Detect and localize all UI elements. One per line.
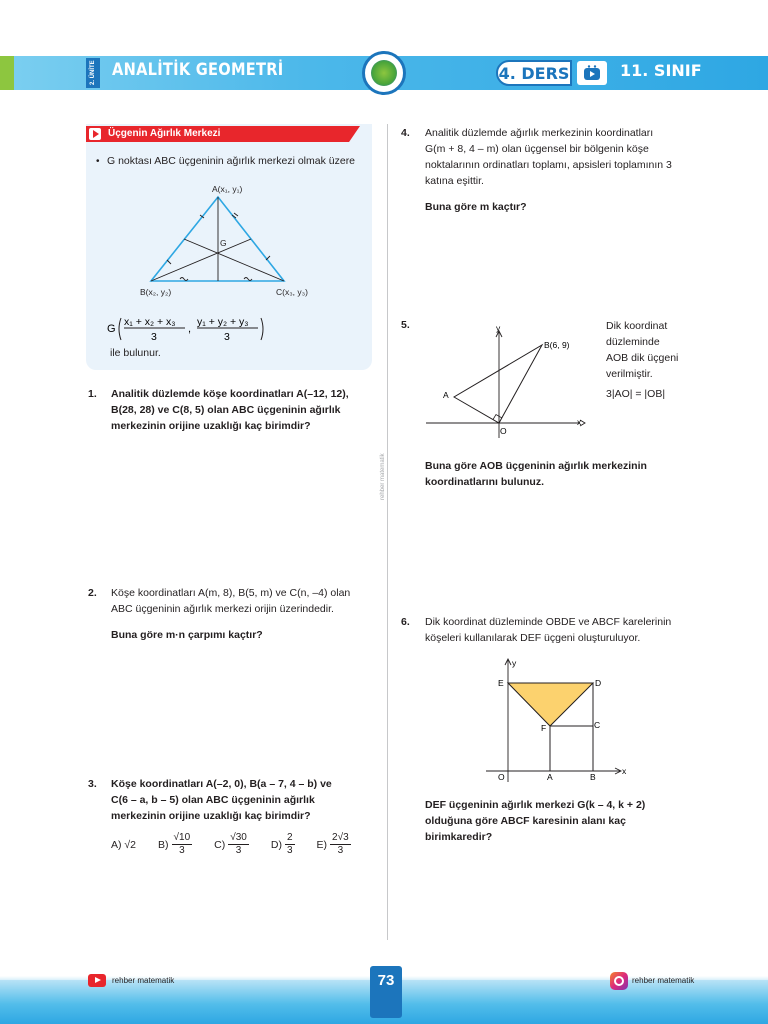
concept-title: Üçgenin Ağırlık Merkezi (108, 128, 221, 139)
choice-d[interactable]: D) $\frac{2}{3}$ (270, 832, 293, 856)
point-d-label: D (595, 678, 602, 688)
svg-text:G: G (107, 323, 116, 335)
page-title: ANALİTİK GEOMETRİ (112, 60, 284, 80)
youtube-icon[interactable] (88, 974, 106, 987)
choice-c[interactable]: C) $\frac{√30}{3}$ (214, 832, 247, 856)
q3-choices (111, 832, 373, 857)
lesson-badge: 4. DERS (496, 60, 572, 86)
vertex-c-label: C(x₃, y₃) (276, 287, 308, 297)
q5-figure (424, 318, 604, 442)
svg-text:x₁ + x₂ + x₃: x₁ + x₂ + x₃ (124, 316, 176, 328)
point-e-label: E (498, 678, 504, 688)
point-a-label: A (547, 772, 553, 782)
instagram-handle[interactable]: rehber matematik (632, 976, 695, 985)
choice-e[interactable]: E) $\frac{2√3}{3}$ (316, 832, 349, 856)
q2-text: Köşe koordinatları A(m, 8), B(5, m) ve C(n, –4) olan ABC üçgeninin ağırlık merkezi orijin üzerindedir. (111, 587, 351, 615)
x-axis-label: x (577, 417, 582, 427)
svg-text:3: 3 (151, 331, 157, 343)
watermark: rehber matematik (380, 453, 386, 500)
page-number: 73 (370, 966, 402, 1018)
q2-number: 2. (88, 587, 97, 599)
header-accent (0, 56, 14, 90)
bullet: • (96, 156, 100, 167)
point-b-label: B(6, 9) (544, 340, 570, 350)
q6-number: 6. (401, 616, 410, 628)
centroid-formula (107, 312, 277, 349)
instagram-icon[interactable] (610, 972, 628, 990)
x-axis-label: x (622, 766, 627, 776)
youtube-handle[interactable]: rehber matematik (112, 976, 175, 985)
y-axis-label: y (496, 323, 501, 333)
point-f-label: F (541, 723, 547, 733)
svg-text:,: , (188, 323, 192, 335)
q6-text: Dik koordinat düzleminde OBDE ve ABCF karelerinin köşeleri kullanılarak DEF üçgeni oluşturuluyor. (425, 616, 672, 644)
choice-b[interactable]: B) $\frac{√10}{3}$ (158, 832, 191, 856)
origin-label: O (498, 772, 505, 782)
q4-text: Analitik düzlemde ağırlık merkezinin koordinatları G(m + 8, 4 – m) olan üçgensel bir bölgenin köşe noktalarının ordinatları toplamı, apsisleri toplamının 3 katına eşittir. (425, 127, 672, 187)
column-divider (387, 124, 388, 940)
q2-ask: Buna göre m·n çarpımı kaçtır? (111, 629, 263, 641)
vertex-b-label: B(x₂, y₂) (140, 287, 172, 297)
q1-number: 1. (88, 388, 97, 400)
centroid-label: G (220, 238, 227, 248)
q4-ask: Buna göre m kaçtır? (425, 201, 527, 213)
point-a-label: A (443, 390, 449, 400)
q6-ask: DEF üçgeninin ağırlık merkezi G(k – 4, k + 2) olduğuna göre ABCF karesinin alanı kaç birimkaredir? (425, 799, 646, 843)
q5-number: 5. (401, 319, 410, 331)
vertex-a-label: A(x₁, y₁) (212, 184, 243, 194)
origin-label: O (500, 426, 507, 436)
unit-tab: 2. ÜNİTE (86, 58, 100, 88)
grade-label: 11. SINIF (620, 61, 702, 80)
q3-number: 3. (88, 778, 97, 790)
video-icon[interactable] (577, 61, 607, 85)
centroid-triangle-figure (130, 178, 330, 302)
concept-text: G noktası ABC üçgeninin ağırlık merkezi olmak üzere (107, 155, 356, 167)
point-c-label: C (594, 720, 601, 730)
svg-text:y₁ + y₂ + y₃: y₁ + y₂ + y₃ (197, 316, 249, 328)
y-axis-label: y (512, 658, 517, 668)
point-b-label: B (590, 772, 596, 782)
q5-side-text: Dik koordinat düzleminde AOB dik üçgeni verilmiştir. 3|AO| = |OB| (606, 320, 679, 400)
play-arrow-icon (89, 128, 101, 140)
q6-figure (486, 654, 636, 784)
q1-text: Analitik düzlemde köşe koordinatları A(–12, 12), B(28, 28) ve C(8, 5) olan ABC üçgeninin ağırlık merkezinin orijine uzaklığı kaç birimdir? (111, 388, 349, 432)
formula-end: ile bulunur. (110, 347, 161, 359)
q3-text: Köşe koordinatları A(–2, 0), B(a – 7, 4 – b) ve C(6 – a, b – 5) olan ABC üçgeninin ağırlık merkezinin orijine uzaklığı kaç birimdir? (111, 778, 332, 822)
q5-ask: Buna göre AOB üçgeninin ağırlık merkezinin koordinatlarını bulunuz. (425, 460, 647, 488)
brain-logo-icon (362, 51, 406, 95)
q4-number: 4. (401, 127, 410, 139)
choice-a[interactable]: A) √2 (111, 838, 137, 851)
svg-text:3: 3 (224, 331, 230, 343)
